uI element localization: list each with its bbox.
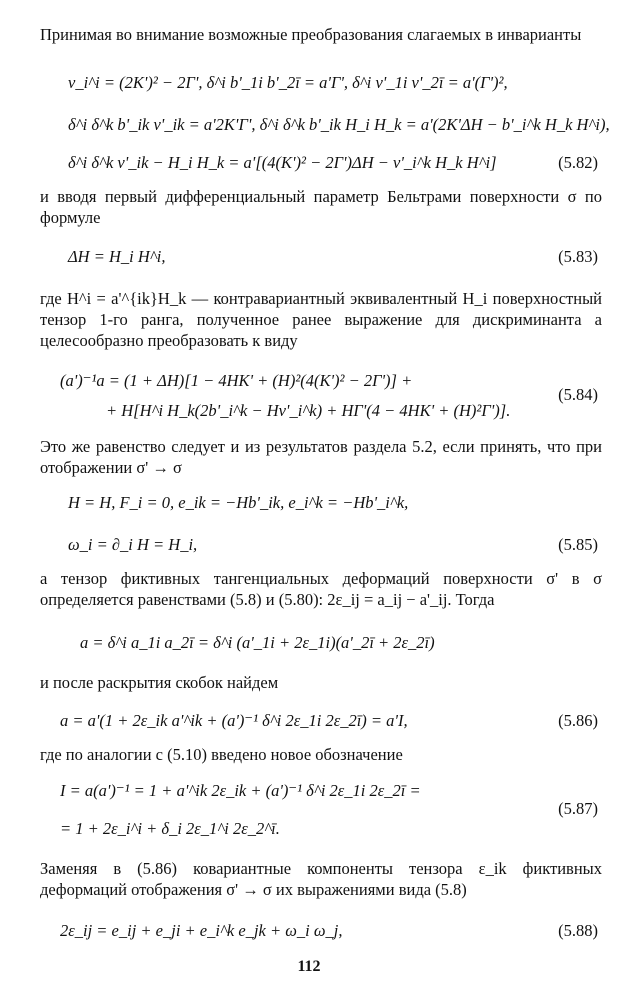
page-number: 112 <box>297 958 321 975</box>
equation-number-5-85: (5.85) <box>558 535 598 554</box>
equation-number-5-82: (5.82) <box>558 153 598 172</box>
equation-5-85-line-2: ω_i = ∂_i H = H_i, <box>68 535 198 554</box>
equation-5-82-line-1: ν_i^i = (2K')² − 2Γ', δ^i b'_1i b'_2ī = a'Γ', δ^i ν'_1i ν'_2ī = a'(Γ')², <box>68 73 508 92</box>
equation-5-86: a = a'(1 + 2ε_ik a'^ik + (a')⁻¹ δ^i 2ε_1i 2ε_2ī) = a'I, <box>60 711 408 730</box>
equation-5-85-line-1: H = H, F_i = 0, e_ik = −Hb'_ik, e_i^k = −Hb'_i^k, <box>68 493 409 512</box>
equation-5-84-line-2: + H[H^i H_k(2b'_i^k − Hν'_i^k) + HΓ'(4 − 4HK' + (H)²Γ')]. <box>106 401 511 420</box>
paragraph-6: и после раскрытия скобок найдем <box>40 673 279 692</box>
equation-number-5-86: (5.86) <box>558 711 598 730</box>
paragraph-7: где по аналогии с (5.10) введено новое обозначение <box>40 745 403 764</box>
equation-5-88: 2ε_ij = e_ij + e_ji + e_i^k e_jk + ω_i ω_j, <box>60 921 343 940</box>
equation-5-82-line-2: δ^i δ^k b'_ik ν'_ik = a'2K'Γ', δ^i δ^k b'_ik H_i H_k = a'(2K'ΔH − b'_i^k H_k H^i), <box>68 115 610 134</box>
equation-number-5-88: (5.88) <box>558 921 598 940</box>
equation-5-82-line-3: δ^i δ^k ν'_ik − H_i H_k = a'[(4(K')² − 2Γ')ΔH − ν'_i^k H_k H^i] <box>68 153 497 172</box>
paragraph-2: и вводя первый дифференциальный параметр Бельтрами поверхности σ по формуле <box>40 187 602 227</box>
equation-number-5-87: (5.87) <box>558 799 598 818</box>
paragraph-1: Принимая во внимание возможные преобразования слагаемых в инварианты <box>40 25 582 44</box>
equation-5-87-line-2: = 1 + 2ε_i^i + δ_i 2ε_1^i 2ε_2^ī. <box>60 819 280 838</box>
paragraph-8: Заменяя в (5.86) ковариантные компоненты тензора ε_ik фиктивных деформаций отображения σ' → σ их выражениями вида (5.8) <box>40 859 602 899</box>
equation-number-5-83: (5.83) <box>558 247 598 266</box>
equation-5-87-line-1: I = a(a')⁻¹ = 1 + a'^ik 2ε_ik + (a')⁻¹ δ^i 2ε_1i 2ε_2ī = <box>60 781 421 800</box>
paragraph-3: где H^i = a'^{ik}H_k — контравариантный эквивалентный H_i поверхностный тензор 1-го ранга, полученное ранее выражение для дискриминанта a целесообразно преобразовать к виду <box>40 289 602 350</box>
equation-a-expanded: a = δ^i a_1i a_2ī = δ^i (a'_1i + 2ε_1i)(a'_2ī + 2ε_2ī) <box>80 633 435 652</box>
equation-5-83: ΔH = H_i H^i, <box>68 247 166 266</box>
paragraph-5: а тензор фиктивных тангенциальных деформаций поверхности σ' в σ определяется равенствами (5.8) и (5.80): 2ε_ij = a_ij − a'_ij. Тогда <box>40 569 602 609</box>
equation-number-5-84: (5.84) <box>558 385 598 404</box>
equation-5-84-line-1: (a')⁻¹a = (1 + ΔH)[1 − 4HK' + (H)²(4(K')² − 2Γ')] + <box>60 371 413 390</box>
paragraph-4: Это же равенство следует и из результатов раздела 5.2, если принять, что при отображении σ' → σ <box>40 437 602 477</box>
